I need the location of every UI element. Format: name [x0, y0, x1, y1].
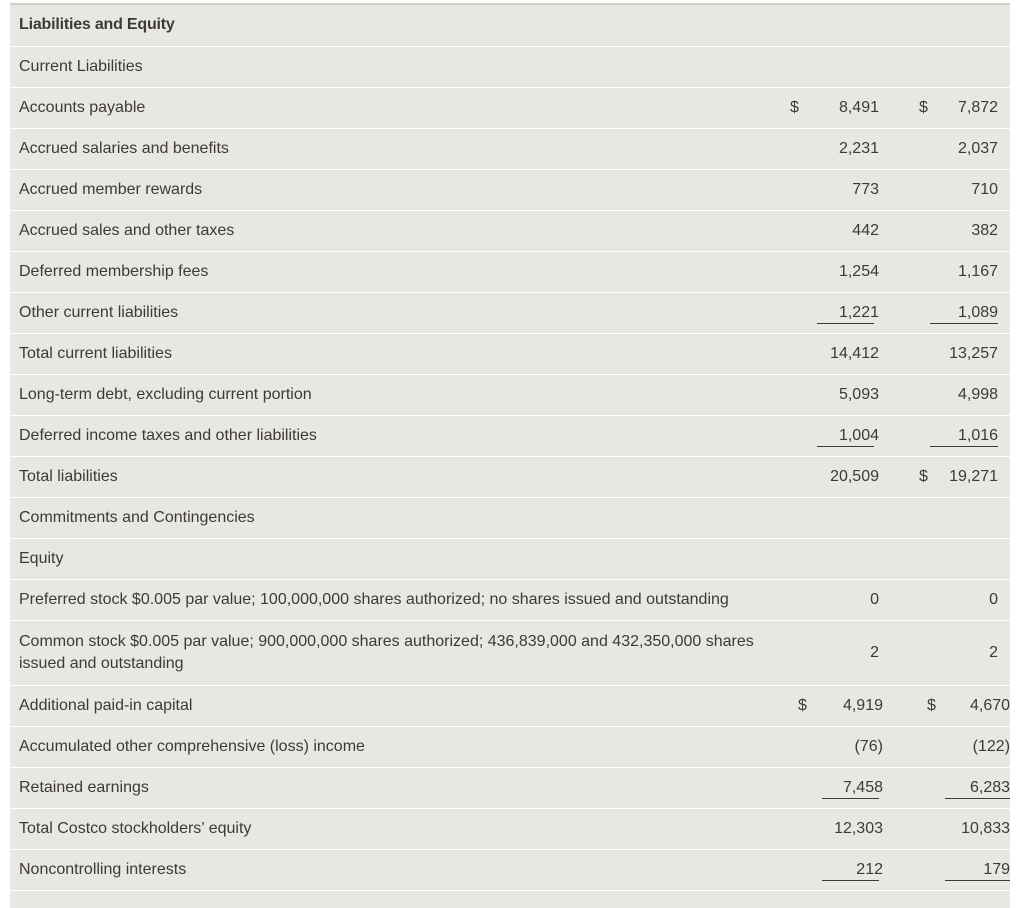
cell-value: 2: [870, 643, 879, 661]
cell-value: 1,089: [957, 303, 999, 321]
row-label: Deferred income taxes and other liabilities: [10, 415, 780, 456]
cell-value: 8,491: [838, 98, 879, 116]
table-row: [10, 497, 1010, 538]
currency-symbol: $: [919, 98, 928, 116]
row-label: Accumulated other comprehensive (loss) income: [10, 726, 780, 767]
table-row: [10, 46, 1010, 87]
row-label: Common stock $0.005 par value; 900,000,000 shares authorized; 436,839,000 and 432,350,000 shares issued and outstanding: [10, 620, 780, 685]
value-prior-year: [895, 251, 1010, 292]
section-title: Liabilities and Equity: [10, 5, 1010, 46]
cell-value: 0: [870, 590, 879, 608]
balance-sheet-table: [10, 3, 1010, 908]
table-row: [10, 456, 1010, 497]
cell-value: 212: [856, 860, 883, 878]
value-current-year: [780, 767, 895, 808]
cell-value: 1,004: [838, 426, 879, 444]
row-label: Accounts payable: [10, 87, 780, 128]
subtotal-underline: [817, 323, 874, 324]
table-row: [10, 685, 1010, 726]
value-current-year: [780, 415, 895, 456]
value-current-year: [780, 169, 895, 210]
value-current-year: [780, 726, 895, 767]
cell-value: 4,998: [957, 385, 999, 403]
table-row: [10, 210, 1010, 251]
table-row: [10, 620, 1010, 685]
value-prior-year: [895, 210, 1010, 251]
row-label: Long-term debt, excluding current portion: [10, 374, 780, 415]
currency-symbol: $: [790, 98, 799, 116]
cell-value: 1,254: [838, 262, 879, 280]
row-label: Deferred membership fees: [10, 251, 780, 292]
row-label: Equity: [10, 538, 780, 579]
value-current-year: [780, 579, 895, 620]
table-row: [10, 808, 1010, 849]
value-current-year: [780, 374, 895, 415]
value-current-year: [780, 808, 895, 849]
row-label: Additional paid-in capital: [10, 685, 780, 726]
value-current-year: [780, 620, 895, 685]
value-prior-year: [895, 497, 1010, 538]
table-row: [10, 292, 1010, 333]
value-prior-year: [895, 374, 1010, 415]
value-prior-year: [895, 87, 1010, 128]
row-label: Accrued salaries and benefits: [10, 128, 780, 169]
currency-symbol: $: [919, 467, 928, 485]
value-prior-year: [895, 767, 1010, 808]
value-prior-year: [895, 538, 1010, 579]
table-row: [10, 579, 1010, 620]
row-label: Current Liabilities: [10, 46, 780, 87]
row-label: Total Costco stockholders’ equity: [10, 808, 780, 849]
currency-symbol: $: [927, 696, 936, 714]
cell-value: 14,412: [830, 344, 879, 362]
row-label: Retained earnings: [10, 767, 780, 808]
value-prior-year: [895, 169, 1010, 210]
value-prior-year: [895, 579, 1010, 620]
cell-value: 0: [989, 590, 999, 608]
cell-value: 20,509: [830, 467, 879, 485]
value-prior-year: [895, 128, 1010, 169]
cell-value: 4,670: [969, 696, 1011, 714]
value-prior-year: [895, 808, 1010, 849]
cell-value: (122): [972, 737, 1011, 755]
value-prior-year: [895, 726, 1010, 767]
row-label: Preferred stock $0.005 par value; 100,000,000 shares authorized; no shares issued and outstanding: [10, 579, 780, 620]
table-row: [10, 415, 1010, 456]
table-row: [10, 767, 1010, 808]
table-row: [10, 538, 1010, 579]
cell-value: 382: [971, 221, 999, 239]
table-row: [10, 849, 1010, 890]
subtotal-underline: [822, 798, 879, 799]
cell-value: 10,833: [961, 819, 1011, 837]
value-prior-year: [895, 292, 1010, 333]
value-prior-year: [895, 620, 1010, 685]
value-current-year: [780, 210, 895, 251]
row-label: Commitments and Contingencies: [10, 497, 780, 538]
value-prior-year: [895, 415, 1010, 456]
cell-value: 1,016: [957, 426, 999, 444]
value-current-year: [780, 456, 895, 497]
subtotal-underline: [822, 880, 879, 881]
cell-value: 7,458: [842, 778, 883, 796]
table-row: [10, 726, 1010, 767]
table-row: [10, 87, 1010, 128]
value-prior-year: [895, 333, 1010, 374]
value-current-year: [780, 538, 895, 579]
table-row: [10, 128, 1010, 169]
value-current-year: [780, 333, 895, 374]
value-prior-year: [895, 685, 1010, 726]
currency-symbol: $: [798, 696, 807, 714]
cell-value: 442: [852, 221, 879, 239]
row-label: Noncontrolling interests: [10, 849, 780, 890]
cell-value: 4,919: [842, 696, 883, 714]
cell-value: 2: [989, 643, 999, 661]
value-current-year: [780, 87, 895, 128]
table-row: [10, 333, 1010, 374]
cell-value: 5,093: [838, 385, 879, 403]
cell-value: 1,221: [838, 303, 879, 321]
row-label: Other current liabilities: [10, 292, 780, 333]
value-current-year: [780, 685, 895, 726]
cell-value: (76): [854, 737, 883, 755]
row-label: Accrued sales and other taxes: [10, 210, 780, 251]
cell-value: 1,167: [957, 262, 999, 280]
cell-value: 2,037: [957, 139, 999, 157]
value-current-year: [780, 251, 895, 292]
cell-value: 710: [971, 180, 999, 198]
liabilities-equity-table: [10, 5, 1010, 891]
value-current-year: [780, 292, 895, 333]
cell-value: 179: [983, 860, 1011, 878]
value-prior-year: [895, 456, 1010, 497]
row-label: Total liabilities: [10, 456, 780, 497]
table-row: [10, 169, 1010, 210]
subtotal-underline: [817, 446, 874, 447]
subtotal-underline: [930, 323, 998, 324]
value-current-year: [780, 497, 895, 538]
cell-value: 2,231: [838, 139, 879, 157]
table-row: [10, 374, 1010, 415]
value-current-year: [780, 128, 895, 169]
value-current-year: [780, 46, 895, 87]
cell-value: 773: [852, 180, 879, 198]
cell-value: 19,271: [949, 467, 999, 485]
table-row: [10, 251, 1010, 292]
cell-value: 6,283: [969, 778, 1011, 796]
cell-value: 7,872: [957, 98, 999, 116]
cell-value: 13,257: [949, 344, 999, 362]
value-prior-year: [895, 849, 1010, 890]
cell-value: 12,303: [834, 819, 883, 837]
subtotal-underline: [930, 446, 998, 447]
value-prior-year: [895, 46, 1010, 87]
row-label: Accrued member rewards: [10, 169, 780, 210]
subtotal-underline: [945, 798, 1010, 799]
subtotal-underline: [945, 880, 1010, 881]
section-header-row: [10, 5, 1010, 46]
value-current-year: [780, 849, 895, 890]
row-label: Total current liabilities: [10, 333, 780, 374]
